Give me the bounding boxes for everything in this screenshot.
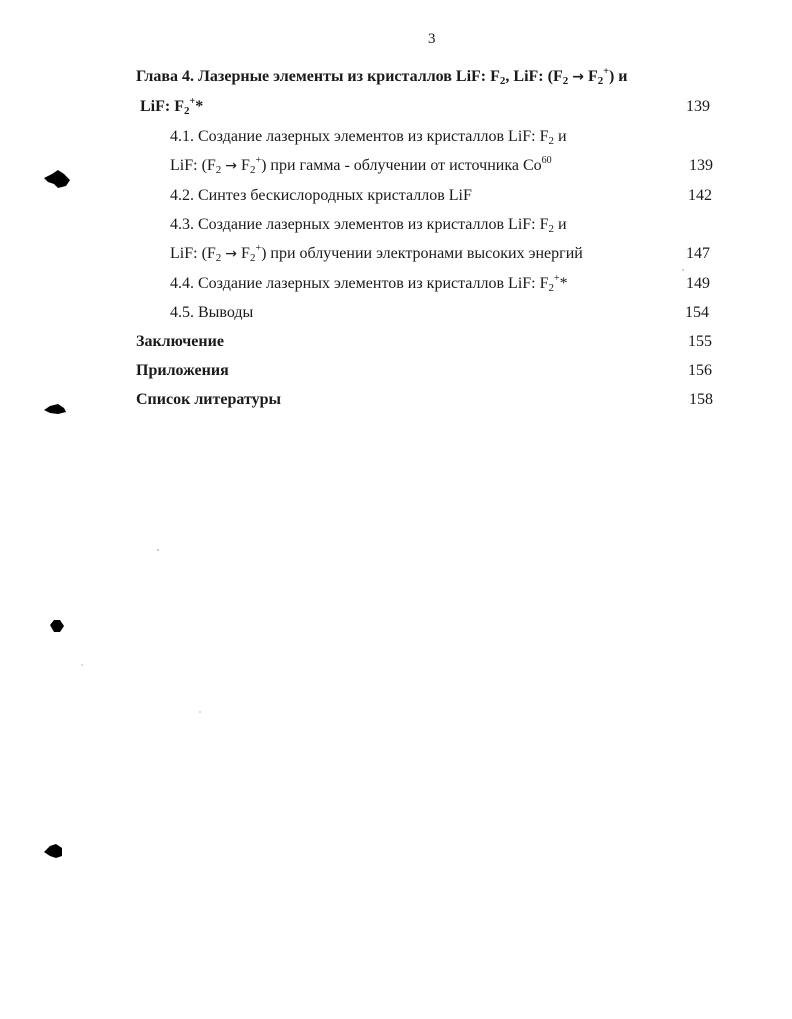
toc-chapter4-mid2: F (583, 68, 598, 85)
toc-s41-line2-sup2: 60 (541, 155, 552, 166)
toc-s43-line2-prefix: LiF: (F (170, 245, 216, 262)
toc-chapter4-line2-suffix: * (195, 98, 204, 115)
toc-appendices-text: Приложения (136, 362, 229, 379)
scan-blot-4 (44, 844, 62, 858)
toc-s41-line2-sub1: 2 (215, 164, 222, 176)
toc-s41-page: 139 (689, 157, 713, 174)
toc-s41-line2-sup: + (255, 155, 262, 166)
toc-s43-line2-suffix: ) при облучении электронами высоких энергий (261, 245, 583, 262)
toc-chapter4-sub1: 2 (499, 75, 506, 87)
toc-s41-line2-prefix: LiF: (F (170, 157, 216, 174)
toc-chapter4-sub3: 2 (597, 75, 604, 87)
toc-s41-line2 (170, 156, 552, 176)
scan-blot-2 (44, 404, 66, 414)
scan-speck-3 (199, 711, 200, 712)
toc-s44-suffix: * (559, 275, 568, 292)
toc-conclusion-page: 155 (688, 333, 712, 350)
toc-s44-page: 149 (686, 275, 710, 292)
arrow-right-icon: → (225, 158, 238, 174)
toc-s44-prefix: 4.4. Создание лазерных элементов из кристаллов LiF: F (170, 275, 549, 292)
toc-chapter4-sub2: 2 (562, 75, 569, 87)
scan-blot-1 (44, 170, 70, 188)
toc-s41-line1 (170, 127, 567, 147)
toc-chapter4-suffix: ) и (608, 68, 628, 85)
toc-s43-line1-prefix: 4.3. Создание лазерных элементов из кристаллов LiF: F (170, 216, 549, 233)
toc-s43-page: 147 (686, 245, 710, 262)
arrow-right-icon: → (225, 246, 238, 262)
toc-s41-line2-sub2: 2 (249, 164, 256, 176)
toc-chapter4-title-line2 (140, 97, 203, 117)
toc-chapter4-title-line1 (136, 67, 628, 87)
toc-s43-line2-sub1: 2 (215, 252, 222, 264)
arrow-right-icon: → (572, 69, 584, 85)
toc-references-page: 158 (689, 391, 713, 408)
toc-chapter4-sup1: + (603, 66, 609, 77)
toc-s45-page: 154 (685, 304, 709, 321)
toc-chapter4-page: 139 (686, 98, 710, 115)
toc-s43-line1 (170, 215, 567, 235)
toc-references-text: Список литературы (136, 391, 281, 408)
toc-s44-line (170, 274, 568, 294)
toc-s41-line1-prefix: 4.1. Создание лазерных элементов из кристаллов LiF: F (170, 128, 549, 145)
toc-s42-text: 4.2. Синтез бескислородных кристаллов LiF (170, 187, 472, 204)
toc-s41-line2-suffix: ) при гамма - облучении от источника Co (261, 157, 542, 174)
toc-chapter4-line2-sub: 2 (184, 105, 190, 117)
toc-appendices-page: 156 (688, 362, 712, 379)
toc-s41-line1-suffix: и (554, 128, 567, 145)
toc-chapter4-prefix: Глава 4. Лазерные элементы из кристаллов LiF: F (136, 68, 500, 85)
scan-speck-2 (81, 664, 82, 665)
toc-conclusion-text: Заключение (136, 333, 224, 350)
toc-chapter4-mid1: , LiF: (F (505, 68, 563, 85)
toc-chapter4-line2-prefix: LiF: F (140, 98, 184, 115)
toc-s43-line2-sup: + (255, 243, 262, 254)
toc-s43-line1-suffix: и (554, 216, 567, 233)
toc-s44-sup: + (554, 273, 560, 284)
toc-s43-line1-sub: 2 (548, 223, 555, 235)
toc-s41-line2-mid: F (237, 157, 250, 174)
toc-chapter4-line2-sup: + (189, 96, 196, 107)
toc-s43-line2 (170, 244, 583, 264)
toc-s41-line1-sub: 2 (548, 135, 555, 147)
scan-speck-4 (682, 269, 683, 270)
toc-s43-line2-sub2: 2 (249, 252, 256, 264)
page-number: 3 (428, 31, 436, 47)
toc-s44-sub: 2 (548, 282, 555, 294)
toc-s42-page: 142 (688, 187, 712, 204)
toc-s43-line2-mid: F (237, 245, 250, 262)
scan-blot-3 (50, 620, 64, 632)
toc-s45-text: 4.5. Выводы (170, 304, 254, 321)
scan-speck-1 (157, 549, 159, 551)
